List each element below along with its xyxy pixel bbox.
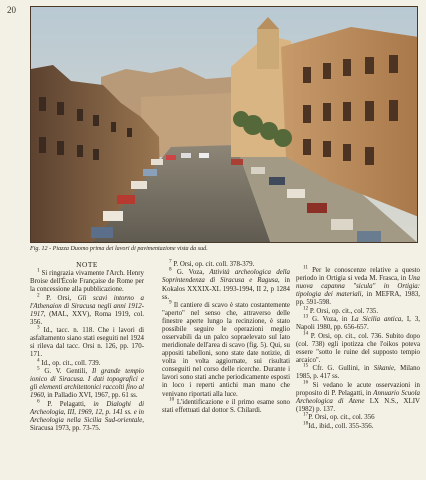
page-number: 20 — [7, 5, 16, 15]
note-8: $^8$ G. Voza, Attività archeologica della Soprintendenza di Siracusa e Ragusa, in Kokalos XXXIX-XL 1993-1994, II 2, p 1284 ss. — [162, 267, 290, 301]
note-13: $^{13}$ G. Voza, in La Sicilia antica, I, 3, Napoli 1980, pp. 656-657. — [296, 313, 420, 332]
note-7: $^7$ P. Orsi, op. cit. coll. 378-379. — [169, 258, 255, 268]
notes-column-2 — [162, 258, 290, 415]
note-16: $^{16}$ Si vedano le acute osservazioni in proposito di P. Pelagatti, in Annuario Scuola Archeologica di Atene LX N.S., XLIV (1982) p. 137. — [296, 379, 420, 413]
note-5: $^5$ G. V. Gentili, Il grande tempio ionico di Siracusa. I dati topografici e gli elementi architettonici raccolti fino al 1960, in Palladio XVI, 1967, pp. 61 ss. — [30, 365, 144, 400]
note-1: $^1$ Si ringrazia vivamente l'Arch. Henry Broise dell'École Française de Rome per la concessione alla pubblicazione. — [30, 267, 144, 294]
note-4: $^4$ Id., op. cit., coll. 739. — [37, 357, 101, 367]
figure-caption: Fig. 12 - Piazza Duomo prima dei lavori di pavimentazione vista da sud. — [30, 246, 208, 252]
notes-column-3 — [296, 264, 420, 431]
note-17: $^{17}$P. Orsi, op. cit., col. 356 — [303, 411, 375, 422]
note-12: $^{12}$ P. Orsi, op. cit., col. 735. — [303, 305, 379, 315]
notes-heading: NOTE — [76, 260, 98, 269]
note-10: $^{10}$ L'identificazione e il primo esame sono stati effettuati dal dottor S. Chilardi. — [162, 396, 290, 415]
note-15: $^{15}$ Cfr. G. Gullini, in Sikanie, Milano 1985, p. 417 ss. — [296, 362, 420, 381]
note-18: $^{18}$Id., ibid., coll. 355-356. — [303, 420, 374, 430]
note-11: $^{11}$ Per le conoscenze relative a questo periodo in Ortigia si veda M. Frasca, in Una nuova capanna "sicula" in Ortigia: tipologia dei materiali, in MEFRA, 1983, pp. 591-598. — [296, 264, 420, 307]
note-2: $^2$ P. Orsi, Gli scavi intorno a l'Athenaion di Siracusa negli anni 1912-1917, (MAL, XXV), Roma 1919, col. 356. — [30, 292, 144, 326]
note-3: $^3$ Id., tacc. n. 118. Che i lavori di asfaltamento siano stati eseguiti nel 1924 si rileva dal tacc. Orsi n. 126, pp. 170-171. — [30, 324, 144, 359]
note-14: $^{14}$ P. Orsi, op. cit., col. 736. Subito dopo (col. 738) egli ipotizza che l'oikos poteva essere "sotto le ruine del supposto tempio arcaico". — [296, 330, 420, 364]
notes-column-1 — [30, 261, 144, 433]
note-6: $^6$ P. Pelagatti, in Dialoghi di Archeologia, III, 1969, 12, p. 141 ss. e in Archeologia nella Sicilia Sud-orientale, Siracusa 1973, pp. 73-75. — [30, 398, 144, 432]
note-9: $^9$ Il cantiere di scavo è stato costantemente "aperto" nel senso che, attraverso delle finestre aperte lungo la recinzione, è stato possibile seguire le operazioni meglio osservabili da un palco sopraelevato sul lato meridionale dell'area di scavo (fig. 5). Qui, su appositi tabelloni, sono state date notizie, di volta in volta aggiornate, sui risultati conseguiti nel corso delle ricerche. Durante i lavori sono stati anche periodicamente esposti in loco i reperti antichi man mano che venivano riportati alla luce. — [162, 299, 290, 398]
piazza-duomo-photo — [30, 6, 418, 243]
